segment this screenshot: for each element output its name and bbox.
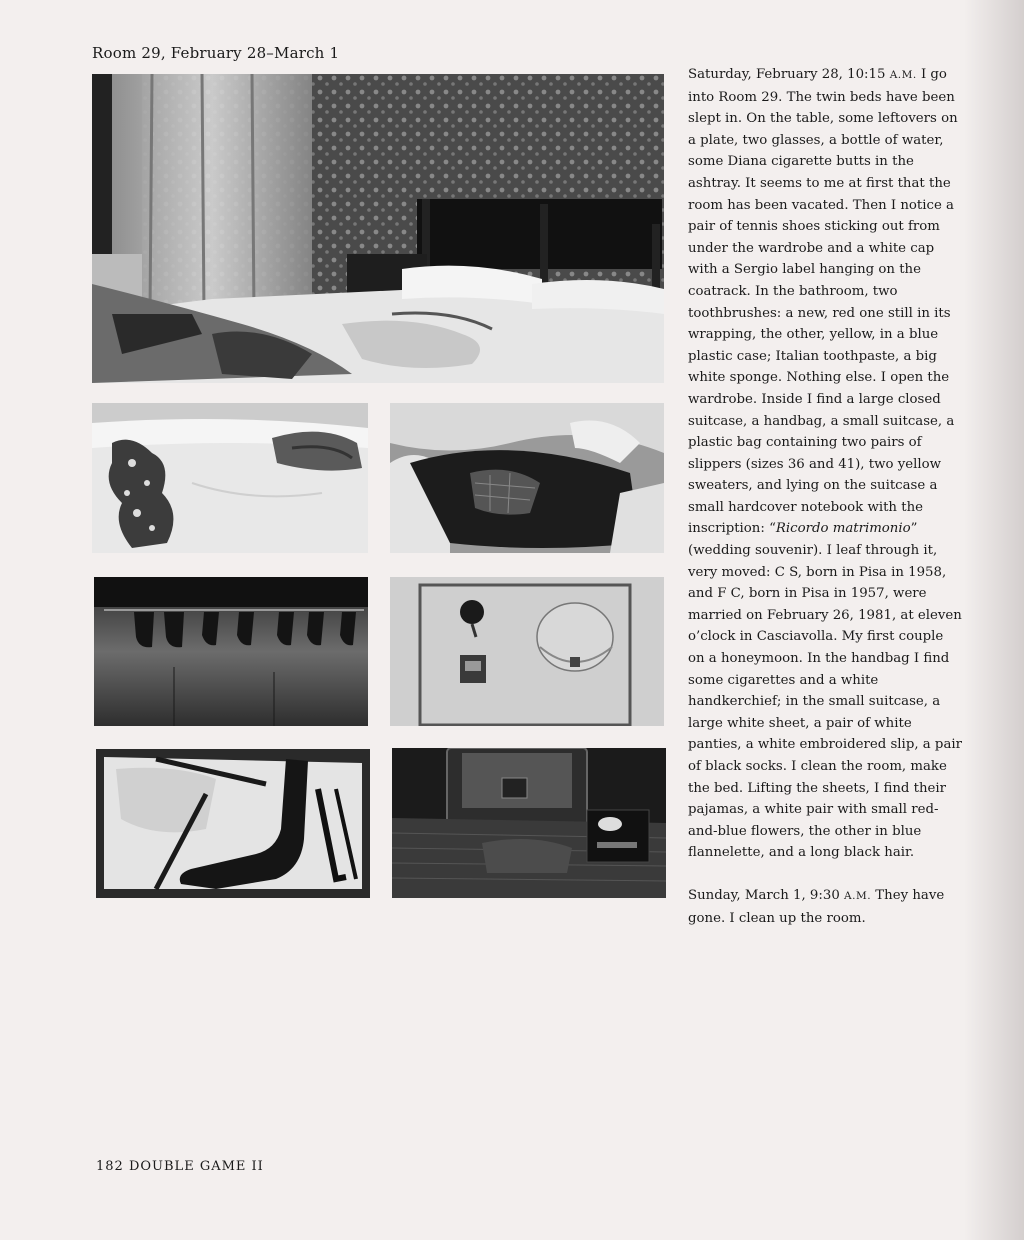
page-edge-shadow [964,0,1024,1240]
entry-ampm: A.M. [844,889,872,902]
notebook-inscription: Ricordo matrimonio [775,521,911,537]
entry-body-continued: ” (wedding souvenir). I leaf through it, very moved: C S, born in Pisa in 1958, and F C, born in Pisa in 1957, were married on February 26, 1981, at eleven o’clock in Casciavolla. My first couple on a honeymoon. In the handbag I find some cigarettes and a white handkerchief; in the small suitcase, a large white sheet, a pair of white panties, a white embroidered slip, a pair of black socks. I clean the room, make the bed. Lifting the sheets, I find their pajamas, a white pair with small red-and-blue flowers, the other in blue flannelette, and a long black hair. [688,521,962,861]
journal-entry-saturday [688,64,964,864]
entry-date: Saturday, February 28, 10:15 [688,67,886,82]
page-number: 182 [96,1159,124,1174]
entry-ampm: A.M. [889,69,917,81]
bedroom-twin-beds-photo [92,74,664,383]
handbag-and-suitcase-photo [392,748,666,898]
entry-date: Sunday, March 1, 9:30 [688,887,840,903]
cap-on-coatrack-photo [390,577,664,726]
suitcase-with-socks-photo [96,749,370,898]
page-footer [96,1159,264,1174]
open-suitcase-clothes-photo [390,403,664,553]
bed-with-clothes-photo [92,403,368,553]
wardrobe-hangers-photo [94,577,368,726]
photo-caption: Room 29, February 28–March 1 [92,44,340,62]
journal-text-column [688,64,964,929]
entry-body: They have gone. I clean up the room. [688,887,945,926]
journal-entry-sunday [688,885,964,929]
entry-body: I go into Room 29. The twin beds have been slept in. On the table, some leftovers on a plate, two glasses, a bottle of water, some Diana cigarette butts in the ashtray. It seems to me at first that the room has been vacated. Then I notice a pair of tennis shoes sticking out from under the wardrobe and a white cap with a Sergio label hanging on the coatrack. In the bathroom, two toothbrushes: a new, red one still in its wrapping, the other, yellow, in a blue plastic case; Italian toothpaste, a big white sponge. Nothing else. I open the wardrobe. Inside I find a large closed suitcase, a handbag, a small suitcase, a plastic bag containing two pairs of slippers (sizes 36 and 41), two yellow sweaters, and lying on the suitcase a small hardcover notebook with the inscription: “ [688,67,958,537]
book-title: DOUBLE GAME II [128,1159,264,1174]
